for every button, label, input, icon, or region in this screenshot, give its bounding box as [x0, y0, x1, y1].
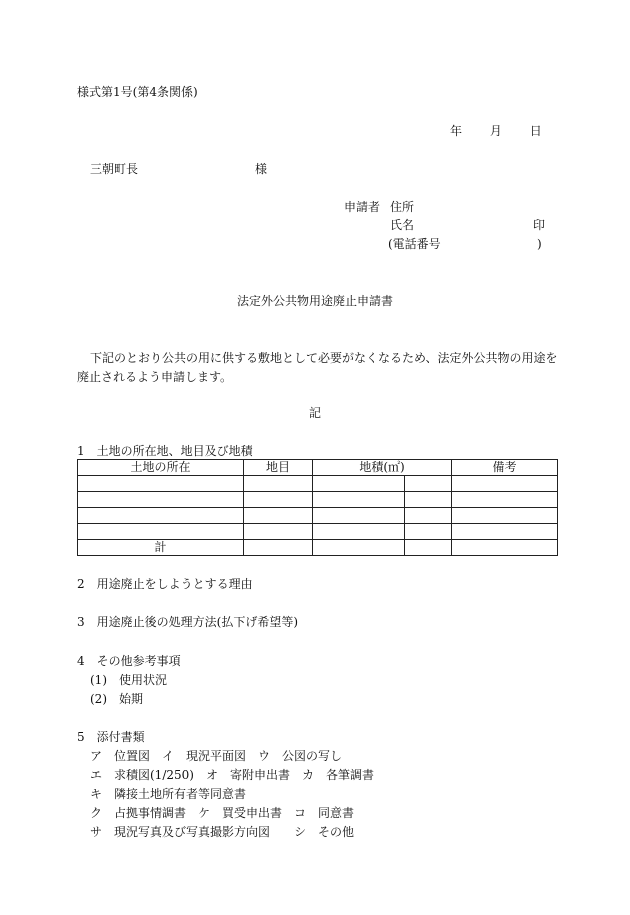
table-header-row	[78, 460, 558, 476]
total-label: 計	[78, 540, 244, 556]
header-area: 地積(㎡)	[313, 460, 452, 476]
header-category: 地目	[244, 460, 313, 476]
attachment-line-2: エ 求積図(1/250) オ 寄附申出書 カ 各筆調書	[90, 768, 374, 782]
form-number: 様式第1号(第4条関係)	[77, 85, 198, 99]
seal-mark: 印	[533, 218, 546, 232]
date-line	[450, 123, 542, 139]
applicant-label: 申請者	[344, 200, 381, 214]
section4-item-usage: (1) 使用状況	[90, 673, 167, 687]
header-location: 土地の所在	[78, 460, 244, 476]
attachment-line-4: ク 占拠事情調書 ケ 買受申出書 コ 同意書	[90, 806, 355, 820]
section1-heading: 1 土地の所在地、地目及び地積	[77, 444, 253, 458]
applicant-name-label: 氏名	[390, 218, 415, 232]
section3-heading: 3 用途廃止後の処理方法(払下げ希望等)	[77, 615, 298, 629]
section2-heading: 2 用途廃止をしようとする理由	[77, 577, 253, 591]
table-row	[78, 508, 558, 524]
table-row	[78, 524, 558, 540]
table-row	[78, 492, 558, 508]
attachment-line-5: サ 現況写真及び写真撮影方向図 シ その他	[90, 825, 355, 839]
header-remarks: 備考	[452, 460, 558, 476]
body-line-1: 下記のとおり公共の用に供する敷地として必要がなくなるため、法定外公共物の用途を	[90, 351, 558, 365]
addressee-name: 三朝町長	[90, 162, 139, 176]
date-month: 月	[489, 124, 502, 138]
document-title: 法定外公共物用途廃止申請書	[236, 294, 393, 308]
table-row	[78, 476, 558, 492]
attachment-line-1: ア 位置図 イ 現況平面図 ウ 公図の写し	[90, 749, 343, 763]
section4-heading: 4 その他参考事項	[77, 654, 181, 668]
ki-label: 記	[308, 406, 321, 420]
date-year: 年	[450, 124, 463, 138]
attachment-line-3: キ 隣接土地所有者等同意書	[90, 787, 247, 801]
land-table	[77, 459, 558, 556]
applicant-phone-close: )	[537, 237, 542, 251]
section4-item-start: (2) 始期	[90, 692, 143, 706]
applicant-address-label: 住所	[390, 200, 415, 214]
applicant-phone-open: (電話番号	[388, 237, 441, 251]
addressee-honorific: 様	[255, 162, 268, 176]
date-day: 日	[529, 124, 542, 138]
section5-heading: 5 添付書類	[77, 730, 145, 744]
body-line-2: 廃止されるよう申請します。	[77, 370, 233, 384]
table-total-row	[78, 540, 558, 556]
